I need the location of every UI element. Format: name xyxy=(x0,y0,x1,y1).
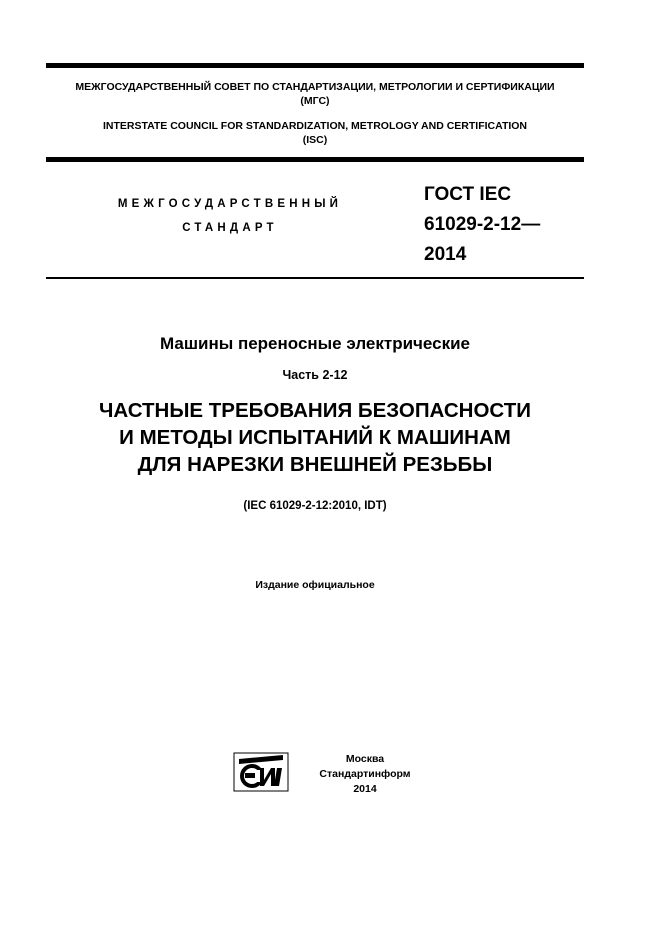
iec-reference: (IEC 61029-2-12:2010, IDT) xyxy=(243,500,387,512)
document-subtitle-line2: И МЕТОДЫ ИСПЫТАНИЙ К МАШИНАМ xyxy=(119,426,511,449)
publisher-year: 2014 xyxy=(353,783,377,795)
standard-code-line3: 2014 xyxy=(424,244,467,265)
document-subtitle-line3: ДЛЯ НАРЕЗКИ ВНЕШНЕЙ РЕЗЬБЫ xyxy=(137,453,493,476)
top-rule xyxy=(46,63,584,68)
document-subtitle-line1: ЧАСТНЫЕ ТРЕБОВАНИЯ БЕЗОПАСНОСТИ xyxy=(99,399,531,422)
edition-note: Издание официальное xyxy=(255,579,375,591)
standartinform-logo-icon xyxy=(233,752,289,792)
publisher-city: Москва xyxy=(345,753,385,765)
standard-label-line2: СТАНДАРТ xyxy=(182,222,278,234)
document-part: Часть 2-12 xyxy=(282,368,348,382)
standard-code-line2: 61029-2-12— xyxy=(424,214,541,235)
council-abbr-en: (ISC) xyxy=(302,134,328,146)
council-name-en: INTERSTATE COUNCIL FOR STANDARDIZATION, METROLOGY AND CERTIFICATION xyxy=(102,120,528,132)
header-bottom-rule xyxy=(46,157,584,162)
standard-label-line1: МЕЖГОСУДАРСТВЕННЫЙ xyxy=(117,198,343,210)
publisher-name: Стандартинформ xyxy=(319,768,411,780)
council-abbr-ru: (МГС) xyxy=(300,95,330,107)
standard-code-line1: ГОСТ IEC xyxy=(424,184,512,205)
standard-bottom-rule xyxy=(46,277,584,279)
document-title: Машины переносные электрические xyxy=(160,334,470,353)
council-name-ru: МЕЖГОСУДАРСТВЕННЫЙ СОВЕТ ПО СТАНДАРТИЗАЦИИ, МЕТРОЛОГИИ И СЕРТИФИКАЦИИ xyxy=(75,81,555,93)
